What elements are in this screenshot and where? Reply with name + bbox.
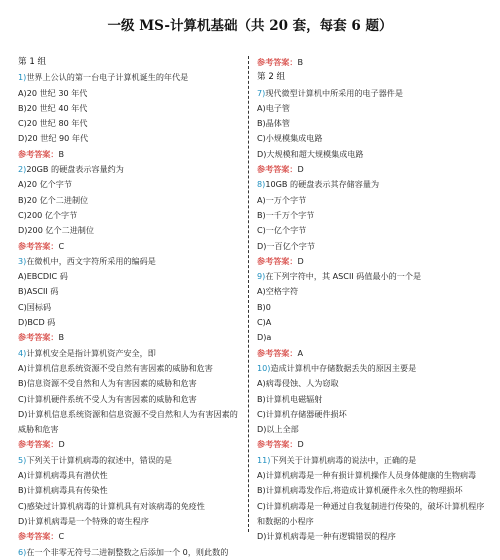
text-segment: 现代微型计算机中所采用的电子器件是	[265, 87, 403, 98]
text-segment: 下列关于计算机病毒的叙述中，错误的是	[26, 454, 173, 465]
text-segment: B	[58, 332, 65, 343]
answer	[18, 529, 242, 544]
answer	[18, 147, 242, 162]
text-segment: 9)	[257, 271, 266, 282]
text-segment: D	[297, 439, 304, 450]
question-3	[18, 254, 242, 269]
question-10	[257, 361, 485, 376]
right-column	[257, 55, 485, 542]
text-segment: 参考答案：	[18, 240, 59, 251]
group-heading: 第 1 组	[18, 57, 47, 67]
option: A)20 亿个字节	[18, 179, 72, 190]
option: B)ASCII 码	[18, 286, 59, 297]
text-segment: 参考答案：	[18, 531, 59, 542]
document-title: 一级 MS-计算机基础（共 20 套，每套 6 题）	[107, 18, 393, 34]
option: C)A	[257, 317, 272, 328]
option: B)20 亿个二进制位	[18, 194, 89, 205]
option: A)一万个字节	[257, 194, 307, 205]
option: B)20 世纪 40 年代	[18, 102, 88, 113]
answer	[18, 437, 242, 452]
answer	[257, 162, 485, 177]
option: A)EBCDIC 码	[18, 271, 68, 282]
question-4	[18, 346, 242, 361]
text-segment: 计算机安全是指计算机资产安全，即	[26, 347, 156, 358]
question-8	[257, 177, 485, 192]
option: B)晶体管	[257, 118, 290, 129]
option: B)计算机病毒发作后,将造成计算机硬件永久性的物理损坏	[257, 485, 463, 496]
text-segment: B	[297, 57, 304, 67]
question-6	[18, 545, 242, 560]
column-divider	[248, 56, 249, 532]
text-segment: 造成计算机中存储数据丢失的原因主要是	[270, 362, 417, 373]
option: A)病毒侵蚀、人为窃取	[257, 378, 339, 389]
text-segment: 在下列字符中，其 ASCII 码值最小的一个是	[265, 271, 422, 282]
text-segment: 6)	[18, 546, 27, 557]
option: D)计算机病毒是一个特殊的寄生程序	[18, 515, 149, 526]
question-7	[257, 86, 485, 101]
text-segment: 20GB 的硬盘表示容量约为	[26, 164, 124, 175]
text-segment: A	[297, 347, 304, 358]
question-2	[18, 162, 242, 177]
question-1	[18, 70, 242, 85]
option: C)一亿个字节	[257, 225, 307, 236]
option: C)感染过计算机病毒的计算机具有对该病毒的免疫性	[18, 500, 205, 511]
answer	[257, 437, 485, 452]
option: D)以上全部	[257, 424, 299, 435]
option: A)空格字符	[257, 286, 299, 297]
option: D)一百亿个字节	[257, 240, 315, 251]
option: B)计算机电磁辐射	[257, 393, 323, 404]
text-segment: B	[58, 148, 65, 159]
answer	[257, 254, 485, 269]
text-segment: 参考答案：	[257, 164, 298, 175]
option: D)大规模和超大规模集成电路	[257, 148, 364, 159]
option: D)200 亿个二进制位	[18, 225, 94, 236]
option: B)计算机病毒具有传染性	[18, 485, 108, 496]
option: B)一千万个字节	[257, 209, 315, 220]
option: D)计算机信息系统资源和信息资源不受自然和人为有害因素的威胁和危害	[18, 408, 238, 435]
text-segment: 3)	[18, 255, 27, 266]
option: B)0	[257, 301, 271, 312]
text-segment: 参考答案：	[257, 255, 298, 266]
option: C)计算机存储器硬件损坏	[257, 408, 347, 419]
option: B)信息资源不受自然和人为有害因素的威胁和危害	[18, 378, 197, 389]
text-segment: C	[58, 240, 65, 251]
question-9	[257, 269, 485, 284]
text-segment: 世界上公认的第一台电子计算机诞生的年代是	[26, 72, 189, 83]
answer	[18, 239, 242, 254]
text-segment: 10)	[257, 362, 271, 373]
group-heading: 第 2 组	[257, 72, 286, 83]
text-segment: 5)	[18, 454, 27, 465]
text-segment: 7)	[257, 87, 266, 98]
text-segment: 参考答案：	[18, 332, 59, 343]
option: D)a	[257, 332, 272, 343]
text-segment: 8)	[257, 179, 266, 190]
text-segment: 2)	[18, 164, 27, 175]
answer	[257, 55, 485, 70]
text-segment: D	[58, 439, 65, 450]
option: C)计算机硬件系统不受人为有害因素的威胁和危害	[18, 393, 197, 404]
answer	[18, 330, 242, 345]
option: A)电子管	[257, 102, 290, 113]
option: A)计算机病毒具有潜伏性	[18, 470, 108, 481]
text-segment: 参考答案：	[257, 439, 298, 450]
text-segment: D	[297, 255, 304, 266]
text-segment: 参考答案：	[18, 439, 59, 450]
text-segment: 11)	[257, 454, 271, 465]
question-11	[257, 453, 485, 468]
answer	[257, 346, 485, 361]
text-segment: 参考答案：	[18, 148, 59, 159]
text-segment: 在微机中，西文字符所采用的编码是	[26, 255, 156, 266]
text-segment: 1)	[18, 72, 27, 83]
option: D)BCD 码	[18, 317, 56, 328]
text-segment: C	[58, 531, 65, 542]
option: D)20 世纪 90 年代	[18, 133, 89, 144]
option: A)计算机病毒是一种有损计算机操作人员身体健康的生物病毒	[257, 470, 477, 481]
text-segment: 参考答案：	[257, 347, 298, 358]
option: A)计算机信息系统资源不受自然有害因素的威胁和危害	[18, 362, 213, 373]
option: C)200 亿个字节	[18, 209, 78, 220]
option: C)20 世纪 80 年代	[18, 118, 88, 129]
left-column	[18, 55, 242, 557]
option: C)计算机病毒是一种通过自我复制进行传染的，破坏计算机程序和数据的小程序	[257, 500, 485, 526]
text-segment: 10GB 的硬盘表示其存储容量为	[265, 179, 380, 190]
text-segment: 参考答案：	[257, 57, 298, 67]
option: C)小规模集成电路	[257, 133, 323, 144]
text-segment: 下列关于计算机病毒的说法中，正确的是	[270, 454, 417, 465]
option: A)20 世纪 30 年代	[18, 87, 88, 98]
question-5	[18, 453, 242, 468]
text-segment: D	[297, 164, 304, 175]
text-segment: 在一个非零无符号二进制整数之后添加一个 0，则此数的	[26, 546, 229, 557]
option: D)计算机病毒是一种有逻辑错误的程序	[257, 531, 396, 542]
option: C)国标码	[18, 301, 52, 312]
text-segment: 4)	[18, 347, 27, 358]
